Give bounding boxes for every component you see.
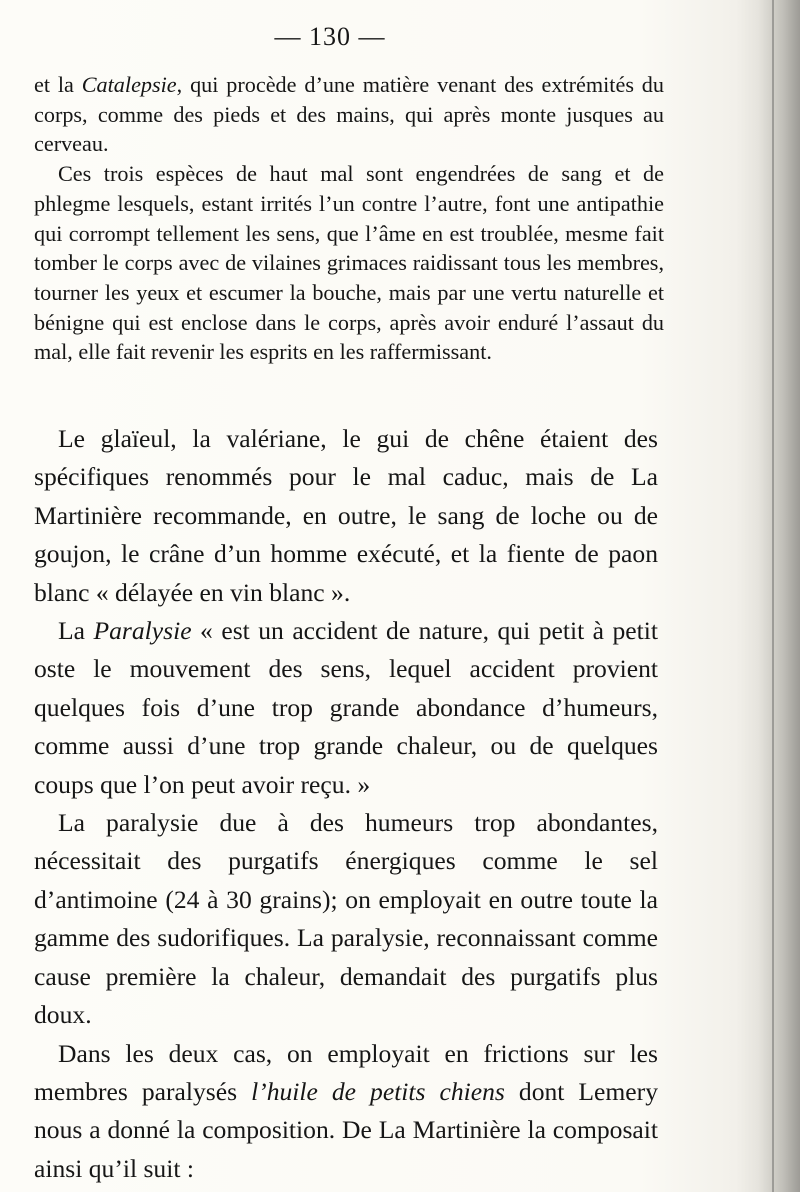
small-text-block <box>34 70 664 367</box>
paragraph-paralysie-traitement: La paralysie due à des humeurs trop abondantes, nécessitait des purgatifs énergiques comme le sel d’antimoine (24 à 30 grains); on employait en outre toute la gamme des sudorifiques. La paralysie, reconnaissant comme cause première la chaleur, demandait des purgatifs plus doux. <box>34 808 658 1030</box>
page-number: — 130 — <box>274 22 386 51</box>
large-text-block <box>34 420 658 1188</box>
term-catalepsie: Catalepsie <box>81 72 177 97</box>
term-huile-petits-chiens: l’huile de petits chiens <box>251 1076 505 1106</box>
paragraph-paralysie-start: La <box>58 616 94 646</box>
paragraph-huile-rest: dont Lemery nous a donné la composition. De La Martinière la composait ainsi qu’il suit : <box>34 1076 658 1183</box>
paragraph-paralysie-rest: « est un accident de nature, qui petit à petit oste le mouvement des sens, lequel accident provient quelques fois d’une trop grande abondance d’humeurs, comme aussi d’une trop grande chaleur, ou de quelques coups que l’on peut avoir reçu. » <box>34 616 658 799</box>
paragraph-haut-mal: Ces trois espèces de haut mal sont engendrées de sang et de phlegme lesquels, estant irrités l’un contre l’autre, font une antipathie qui corrompt tellement les sens, que l’âme en est troublée, mesme fait tomber le corps avec de vilaines grimaces raidissant tous les membres, tourner les yeux et escumer la bouche, mais par une vertu naturelle et bénigne qui est enclose dans le corps, après avoir enduré l’assaut du mal, elle fait revenir les esprits en les raffermissant. <box>34 161 664 365</box>
paragraph-huile-start: Dans les deux cas, on employait en frictions sur les membres paralysés <box>34 1038 658 1106</box>
paragraph-catalepsie-rest: , qui procède d’une matière venant des extrémités du corps, comme des pieds et des mains, qui après monte jusques au cerveau. <box>34 72 664 157</box>
paragraph-catalepsie-start: et la <box>34 72 82 97</box>
paragraph-paralysie-definition <box>34 612 658 804</box>
paragraph-huile-petits-chiens <box>34 1035 658 1189</box>
paragraph-remedes-mal-caduc: Le glaïeul, la valériane, le gui de chêne étaient des spécifiques renommés pour le mal caduc, mais de La Martinière recommande, en outre, le sang de loche ou de goujon, le crâne d’un homme exécuté, et la fiente de paon blanc « délayée en vin blanc ». <box>34 424 658 607</box>
term-paralysie: Paralysie <box>93 616 192 646</box>
page-edge-shadow <box>758 0 800 1192</box>
paragraph-catalepsie <box>34 70 664 159</box>
page-fold-line <box>772 0 774 1192</box>
